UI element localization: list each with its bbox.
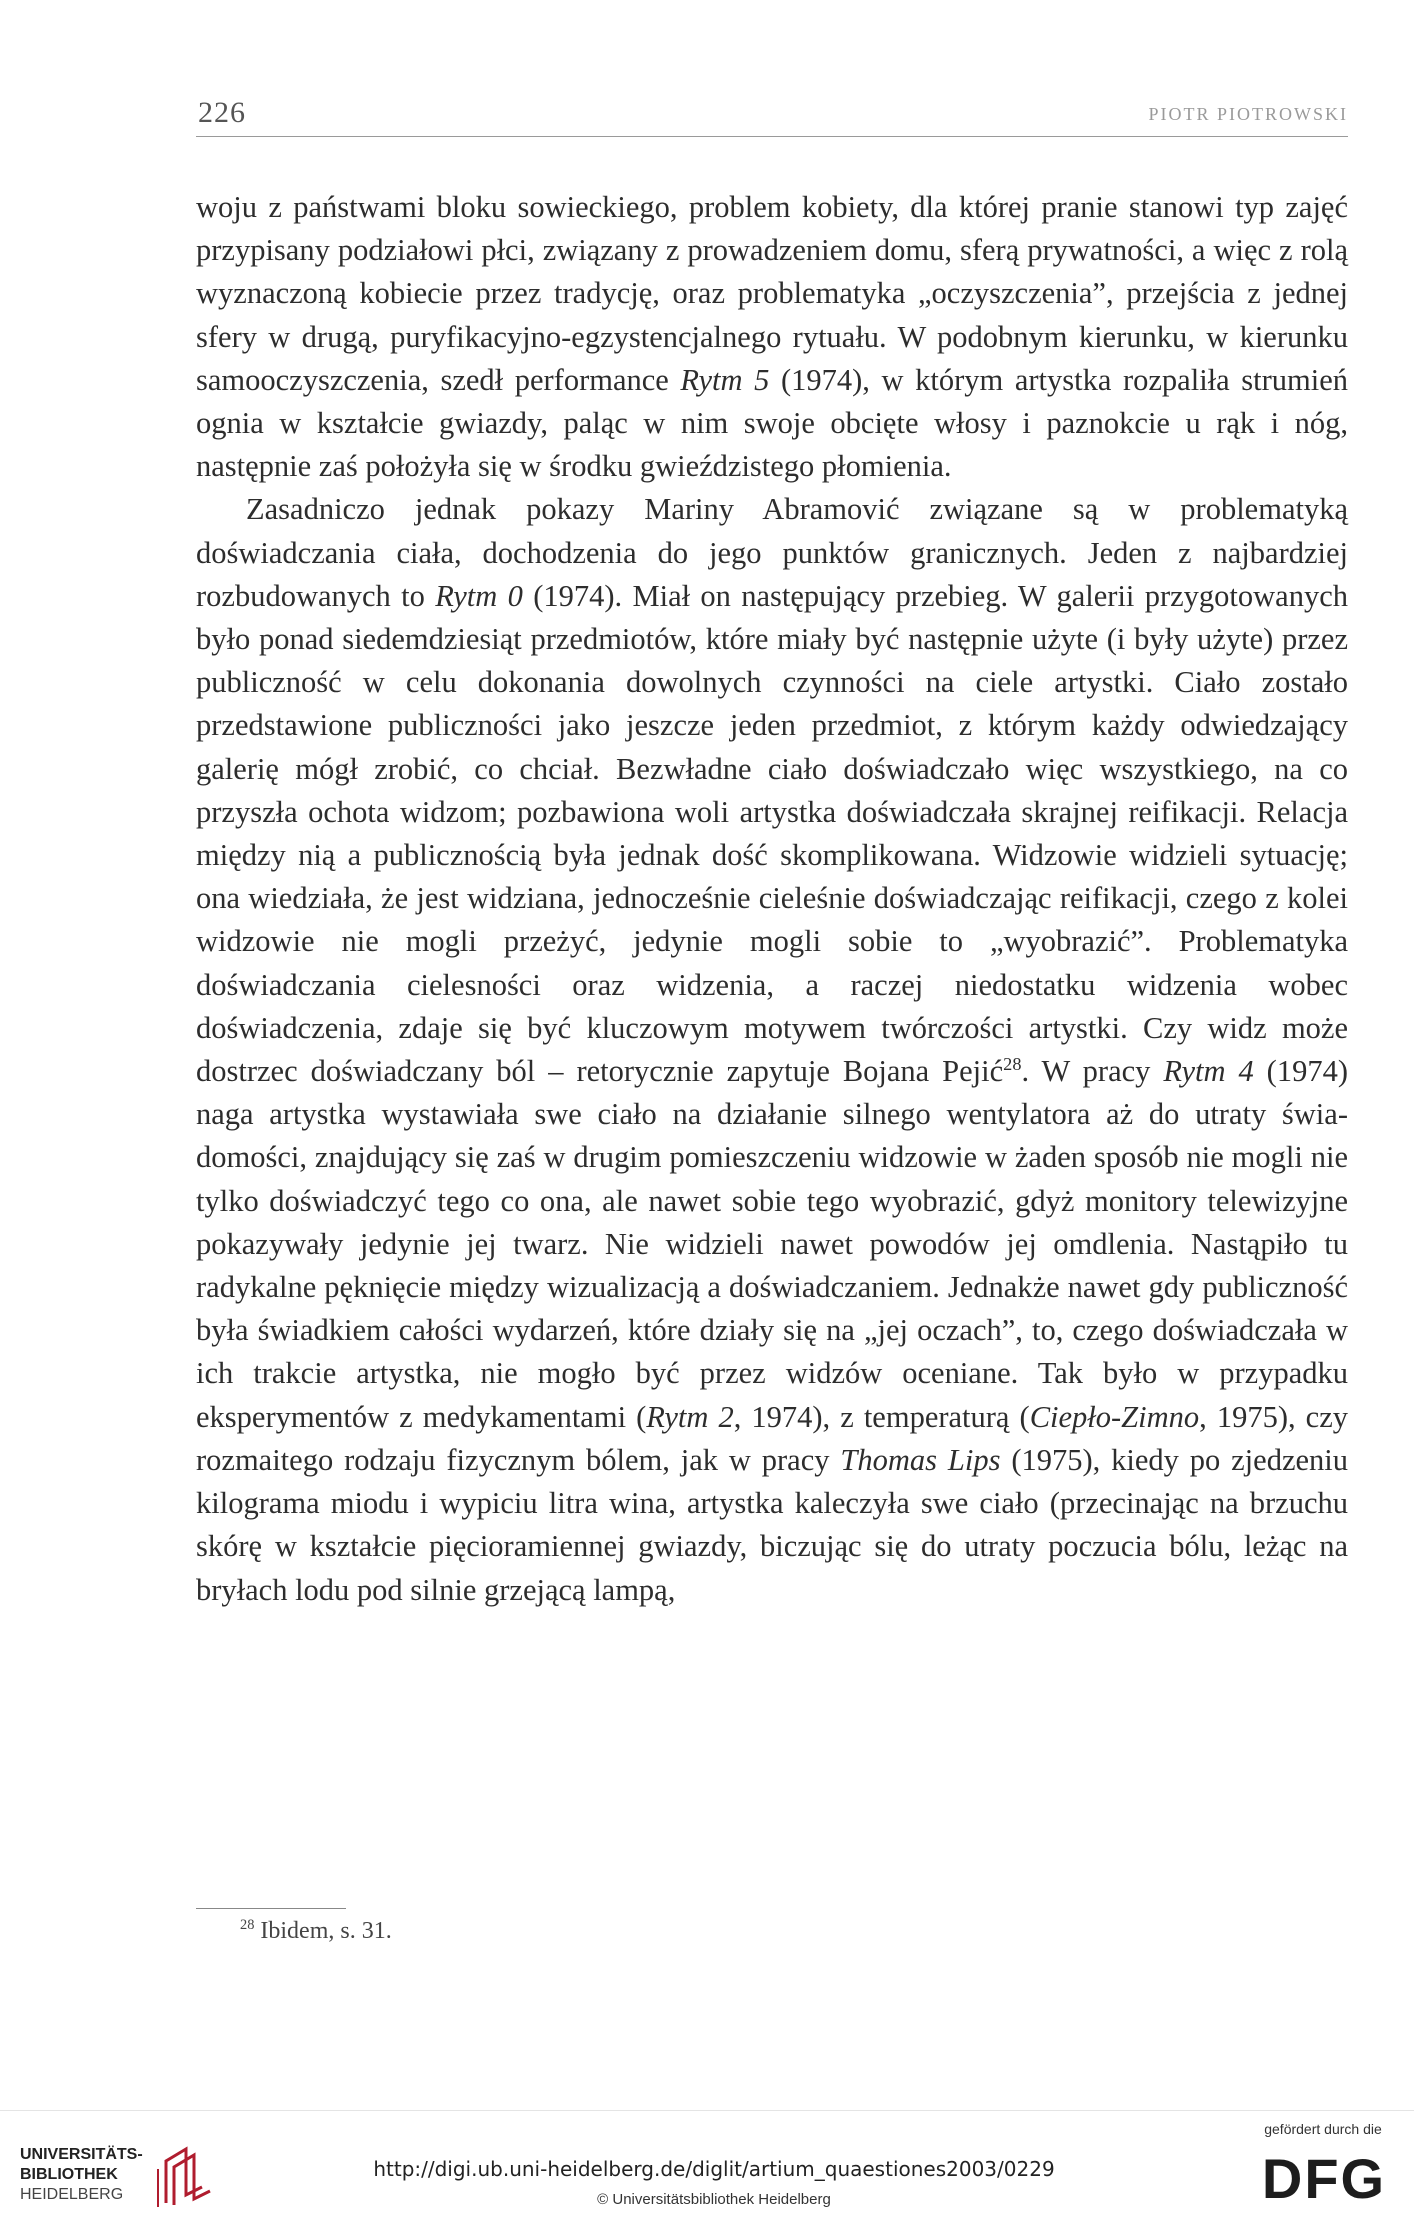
- work-title: Ciepło-Zimno: [1029, 1399, 1200, 1434]
- text-run: (1975), kiedy po zjedzeniu kilograma miodu i wypiciu litra wina, artystka kaleczyła swe ciało (przecinając na brzuchu skórę w kształcie pięcioramiennej gwiazdy, biczując się do utraty poczucia bólu, leżąc na bryłach lodu pod silnie grzejącą lampą,: [196, 1442, 1348, 1607]
- body-text: [196, 186, 1348, 1612]
- library-name: [20, 2145, 143, 2205]
- work-title: Rytm 2: [646, 1399, 734, 1434]
- library-name-line: HEIDELBERG: [20, 2186, 124, 2203]
- library-emblem-icon: [156, 2143, 214, 2209]
- footnote-divider: [196, 1908, 346, 1909]
- running-head: PIOTR PIOTROWSKI: [1148, 104, 1348, 124]
- text-run: , 1974), z temperaturą (: [733, 1399, 1030, 1434]
- text-run: woju z państwami bloku sowieckiego, problem kobiety, dla której pranie stanowi typ zajęć przypisany podziałowi płci, związany z prowadzeniem domu, sferą prywatności, a więc z rolą wyznaczoną kobiecie przez tradycję, oraz problematyka „oczyszczenia”, przejścia z jednej sfery w drugą, puryfikacyjno-egzystencjalnego rytuału. W podobnym kierunku, w kierunku samooczyszczenia, szedł performance: [196, 190, 1348, 397]
- work-title: Rytm 0: [435, 578, 523, 613]
- copyright-notice: © Universitätsbibliothek Heidelberg: [597, 2191, 831, 2208]
- page-number: 226: [198, 96, 246, 129]
- text-run: Zasadniczo jednak pokazy Mariny Abramović związane są w problematyką doświadczania ciała, dochodzenia do jego punktów granicznych. Jeden z najbardziej rozbudowanych to: [196, 492, 1348, 613]
- text-run: (1974), w którym artystka rozpaliła strumień ognia w kształcie gwiazdy, paląc w nim swoje obcięte włosy i paznokcie u rąk i nóg, następnie zaś położyła się w środku gwieździstego płomienia.: [196, 362, 1349, 484]
- footnote: [240, 1918, 392, 1945]
- text-run: . W pracy: [1021, 1054, 1164, 1089]
- footnote-number: 28: [240, 1917, 255, 1933]
- work-title: Rytm 4: [1163, 1054, 1254, 1089]
- paragraph: [196, 488, 1348, 1611]
- source-url-link[interactable]: http://digi.ub.uni-heidelberg.de/diglit/artium_quaestiones2003/0229: [373, 2157, 1055, 2181]
- library-name-line: UNIVERSITÄTS-: [20, 2146, 143, 2163]
- library-name-line: BIBLIOTHEK: [20, 2166, 118, 2183]
- paragraph: [196, 186, 1348, 488]
- footnote-reference: 28: [1003, 1053, 1022, 1074]
- footnote-text: Ibidem, s. 31.: [254, 1918, 392, 1944]
- text-run: (1974). Miał on następujący przebieg. W galerii przygotowanych było ponad siedemdziesiąt przedmiotów, które miały być następnie użyte (i były użyte) przez publiczność w celu dokonania dowolnych czynności na ciele artystki. Ciało zostało przedstawione publiczności jako jeszcze jeden przedmiot, z którym każdy odwiedzający galerię mógł zrobić, co chciał. Bezwładne ciało doświadczało więc wszystkiego, na co przyszła ochota widzom; pozbawiona woli artystka doświadczała skrajnej reifikacji. Relacja między nią a publicznością była jednak dość skomplikowana. Widzowie widzieli sytuację; ona wiedziała, że jest widziana, jednocześnie cieleśnie doświadczając reifikacji, czego z kolei widzowie nie mogli przeżyć, jedynie mogli sobie to „wyobrazić”. Problematyka doświadczania cielesności oraz widzenia, a raczej niedostatku widzenia wobec doświadczenia, zdaje się być kluczowym motywem twórczości artystki. Czy widz może dostrzec doświadczany ból – retorycznie zapytuje Bojana Pejić: [196, 578, 1348, 1089]
- work-title: Rytm 5: [680, 362, 770, 397]
- page-header: [196, 96, 1348, 137]
- library-logo-block: [20, 2143, 250, 2209]
- work-title: Thomas Lips: [840, 1442, 1001, 1477]
- funded-by-label: gefördert durch die: [1264, 2121, 1382, 2137]
- digitization-footer: [0, 2110, 1414, 2219]
- text-run: , 1975), czy rozmaitego rodzaju fizycznym bólem, jak w pracy: [196, 1399, 1348, 1477]
- dfg-logo: DFG: [1261, 2147, 1387, 2210]
- dfg-logo-block: [1250, 2121, 1396, 2217]
- text-run: (1974) naga artystka wystawiała swe ciało na działanie silnego wentylatora aż do utraty świadomości, znajdujący się zaś w drugim pomieszczeniu widzowie w żaden sposób nie mogli nie tylko doświadczyć tego co ona, ale nawet sobie tego wyobrazić, gdyż monitory telewizyjne pokazywały jedynie jej twarz. Nie widzieli nawet powodów jej omdlenia. Nastąpiło tu radykalne pęknięcie między wizualizacją a doświadczaniem. Jednakże nawet gdy publiczność była świadkiem całości wydarzeń, które działy się na „jej oczach”, to, czego doświadczała w ich trakcie artystka, nie mogło być przez widzów oceniane. Tak było w przypadku eksperymentów z medykamentami (: [196, 1054, 1348, 1434]
